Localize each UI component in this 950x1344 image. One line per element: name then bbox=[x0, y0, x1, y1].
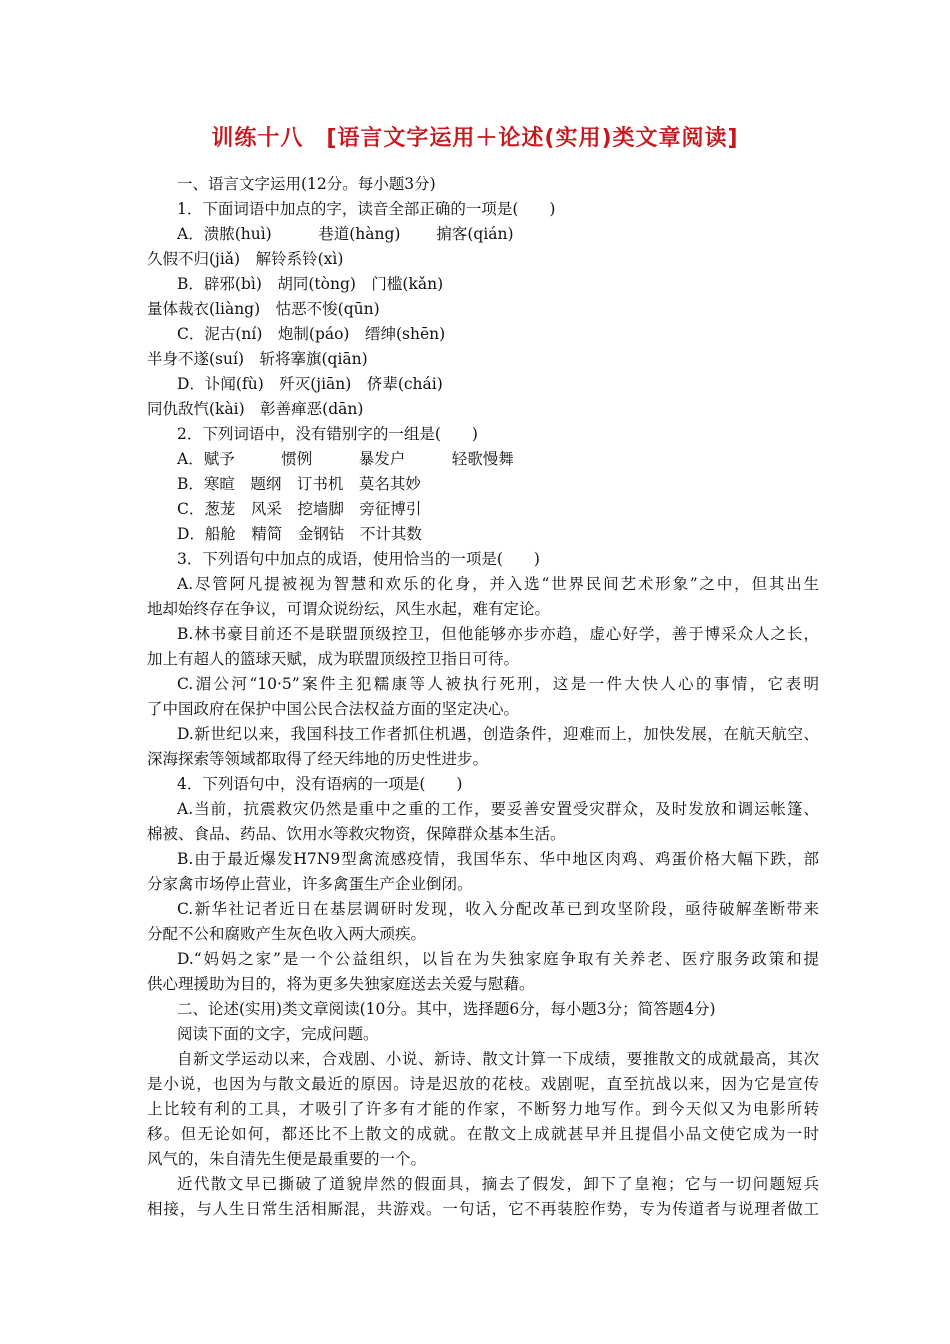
text-line: 阅读下面的文字，完成问题。 bbox=[177, 1025, 379, 1043]
text-line: 1．下面词语中加点的字，读音全部正确的一项是( ) bbox=[177, 200, 556, 218]
text-line: D.新世纪以来，我国科技工作者抓住机遇，创造条件，迎难而上，加快发展，在航天航空、 bbox=[177, 725, 819, 743]
text-line: C．泥古(ní) 炮制(páo) 缙绅(shēn) bbox=[177, 325, 446, 343]
text-line: 加上有超人的篮球天赋，成为联盟顶级控卫指日可待。 bbox=[147, 650, 520, 668]
text-line: 棉被、食品、药品、饮用水等救灾物资，保障群众基本生活。 bbox=[147, 825, 566, 843]
text-line: A．赋予 惯例 暴发户 轻歌慢舞 bbox=[177, 450, 514, 468]
text-line: 上比较有利的工具，才吸引了许多有才能的作家，不断努力地写作。到今天似又为电影所转 bbox=[147, 1100, 819, 1118]
text-line: C．葱茏 风采 挖墙脚 旁征博引 bbox=[177, 500, 422, 518]
text-line: C.湄公河“10·5”案件主犯糯康等人被执行死刑，这是一件大快人心的事情，它表明 bbox=[177, 675, 819, 693]
text-line: 移。但无论如何，都还比不上散文的成就。在散文上成就甚早并且提倡小品文使它成为一时 bbox=[147, 1125, 819, 1143]
text-line: 供心理援助为目的，将为更多失独家庭送去关爱与慰藉。 bbox=[147, 975, 535, 993]
text-line: D．讣闻(fù) 歼灭(jiān) 侪辈(chái) bbox=[177, 375, 443, 393]
text-line: 分家禽市场停止营业，许多禽蛋生产企业倒闭。 bbox=[147, 875, 473, 893]
text-line: 近代散文早已撕破了道貌岸然的假面具，摘去了假发，卸下了皇袍；它与一切问题短兵 bbox=[177, 1175, 819, 1193]
text-line: 了中国政府在保护中国公民合法权益方面的坚定决心。 bbox=[147, 700, 520, 718]
text-line: 半身不遂(suí) 斩将搴旗(qiān) bbox=[147, 350, 368, 368]
text-line: A.尽管阿凡提被视为智慧和欢乐的化身，并入选“世界民间艺术形象”之中，但其出生 bbox=[177, 575, 819, 593]
text-line: B.林书豪目前还不是联盟顶级控卫，但他能够亦步亦趋，虚心好学，善于博采众人之长， bbox=[177, 625, 819, 643]
text-line: 地却始终存在争议，可谓众说纷纭，风生水起，难有定论。 bbox=[147, 600, 551, 618]
text-line: B．辟邪(bì) 胡同(tòng) 门槛(kǎn) bbox=[177, 275, 444, 293]
text-line: 同仇敌忾(kài) 彰善瘅恶(dān) bbox=[147, 400, 364, 418]
text-line: B.由于最近爆发H7N9型禽流感疫情，我国华东、华中地区肉鸡、鸡蛋价格大幅下跌，部 bbox=[177, 850, 819, 868]
text-line: 一、语言文字运用(12分。每小题3分) bbox=[177, 175, 436, 193]
text-line: 4．下列语句中，没有语病的一项是( ) bbox=[177, 775, 463, 793]
text-line: 量体裁衣(liàng) 怙恶不悛(qūn) bbox=[147, 300, 380, 318]
text-line: 2．下列词语中，没有错别字的一组是( ) bbox=[177, 425, 478, 443]
text-line: 二、论述(实用)类文章阅读(10分。其中，选择题6分，每小题3分；简答题4分) bbox=[177, 1000, 716, 1018]
text-line: 风气的，朱自清先生便是最重要的一个。 bbox=[147, 1150, 427, 1168]
text-line: 是小说，也因为与散文最近的原因。诗是迟放的花枝。戏剧呢，直至抗战以来，因为它是宣传 bbox=[147, 1075, 819, 1093]
text-line: A.当前，抗震救灾仍然是重中之重的工作，要妥善安置受灾群众，及时发放和调运帐篷、 bbox=[177, 800, 819, 818]
text-line: C.新华社记者近日在基层调研时发现，收入分配改革已到攻坚阶段，亟待破解垄断带来 bbox=[177, 900, 819, 918]
text-line: 深海探索等领域都取得了经天纬地的历史性进步。 bbox=[147, 750, 489, 768]
text-line: B．寒暄 题纲 订书机 莫名其妙 bbox=[177, 475, 421, 493]
text-line: 3．下列语句中加点的成语，使用恰当的一项是( ) bbox=[177, 550, 540, 568]
text-line: 分配不公和腐败产生灰色收入两大顽疾。 bbox=[147, 925, 427, 943]
page-title: 训练十八 [语言文字运用＋论述(实用)类文章阅读] bbox=[211, 126, 739, 151]
text-line: D.“妈妈之家”是一个公益组织，以旨在为失独家庭争取有关养老、医疗服务政策和提 bbox=[177, 950, 819, 968]
text-line: 久假不归(jiǎ) 解铃系铃(xì) bbox=[147, 250, 344, 268]
text-line: 自新文学运动以来，合戏剧、小说、新诗、散文计算一下成绩，要推散文的成就最高，其次 bbox=[177, 1050, 819, 1068]
text-line: 相接，与人生日常生活相厮混，共游戏。一句话，它不再装腔作势，专为传道者与说理者做工 bbox=[147, 1200, 819, 1218]
text-line: A．溃脓(huì) 巷道(hàng) 掮客(qián) bbox=[177, 225, 514, 243]
text-line: D．船舱 精简 金钢钻 不计其数 bbox=[177, 525, 422, 543]
